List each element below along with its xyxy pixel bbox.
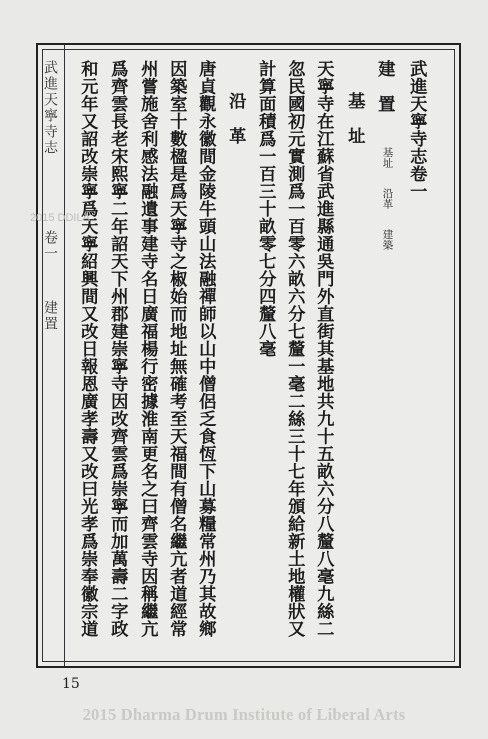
page-frame (36, 43, 461, 668)
text-column-2: 建 置 (374, 60, 395, 113)
running-head-title: 武進天寧寺志 (42, 60, 58, 156)
text-column-1: 武進天寧寺志卷一 (406, 60, 427, 200)
subheading-note-c: 建築 (381, 229, 394, 250)
text-column-4: 天寧寺在江蘇省武進縣通吳門外直街其基地共九十五畝六分八釐八毫九絲二 (313, 60, 334, 638)
text-column-9: 因築室十數楹是爲天寧寺之椒始而地址無確考至天福間有僧名繼亢者道經常 (166, 60, 187, 638)
text-column-12: 和元年又詔改崇寧爲天寧紹興間又改日報恩廣孝壽又改曰光孝爲崇奉徽宗道 (77, 60, 98, 638)
text-column-7: 沿 革 (225, 92, 246, 145)
text-column-3: 基 址 (344, 92, 365, 145)
running-head-volume: 卷一 (42, 230, 58, 262)
faint-stamp: 2015 DDILA (30, 212, 90, 224)
text-column-6: 計算面積爲一百三十畝零七分四釐八毫 (255, 60, 276, 358)
text-column-8: 唐貞觀永徽間金陵牛頭山法融禪師以山中僧侶乏食恆下山募糧常州乃其故鄉 (195, 60, 216, 638)
subheading-note-b: 沿革 (381, 188, 394, 209)
text-column-11: 爲齊雲長老宋熙寧二年詔天下州郡建崇寧寺因改齊雲爲崇寧而加萬壽二字政 (107, 60, 128, 638)
page-number: 15 (62, 676, 80, 692)
margin-rule (64, 45, 65, 666)
subheading-note-a: 基址 (381, 147, 394, 168)
running-head-section: 建置 (42, 300, 58, 332)
watermark: 2015 Dharma Drum Institute of Liberal Arts (82, 705, 406, 724)
text-column-5: 忽民國初元實測爲一百零六畝六分七釐一毫二絲三十七年頒給新土地權狀又 (284, 60, 305, 638)
text-column-10: 州嘗施舍利感法融遺事建寺名日廣福楊行密據淮南更名之曰齊雲寺因稱繼亢 (137, 60, 158, 638)
